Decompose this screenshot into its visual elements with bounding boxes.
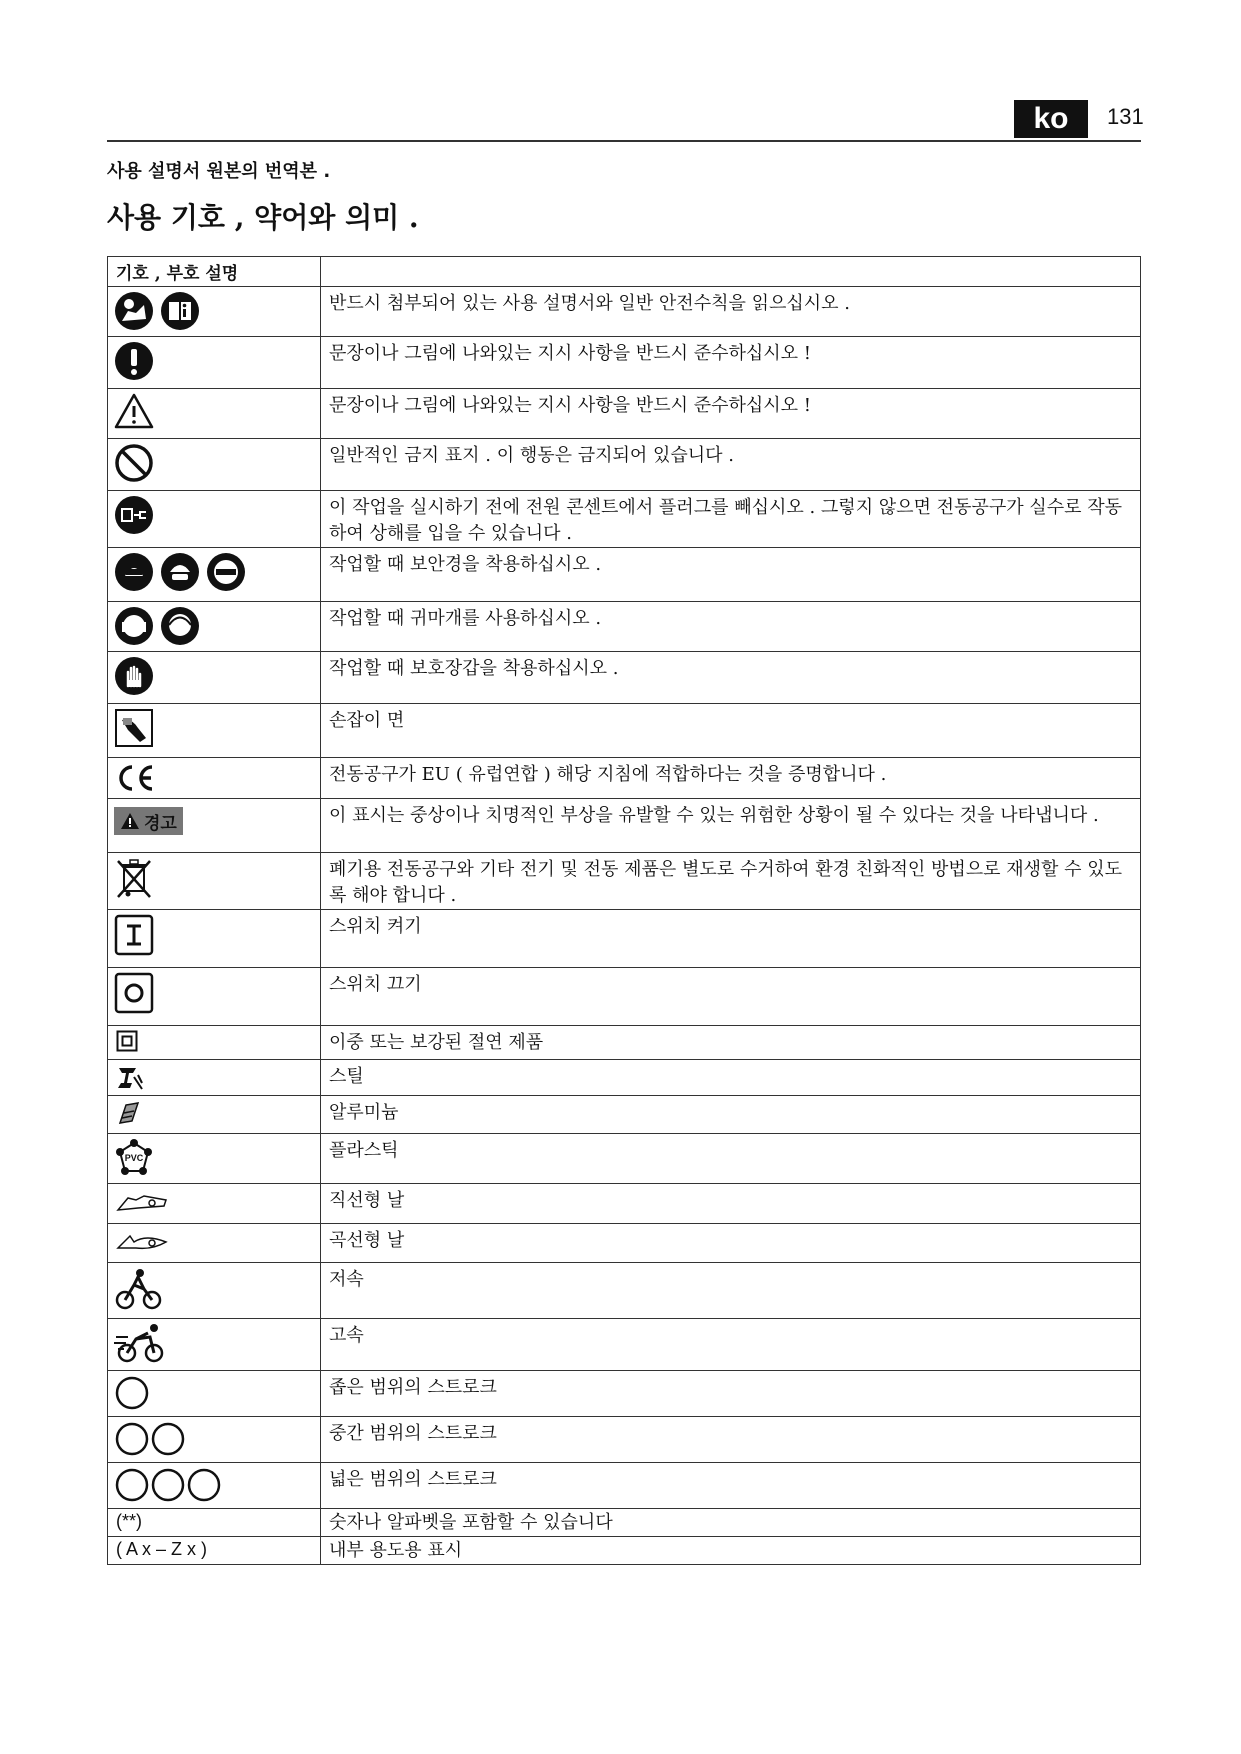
switch-off-icon <box>114 972 154 1014</box>
warning-label-text: 경고 <box>144 813 177 834</box>
row-description: 폐기용 전동공구와 기타 전기 및 전동 제품은 별도로 수거하여 환경 친화적인 방법으로 재생할 수 있도록 해야 합니다 . <box>321 853 1141 910</box>
ear-protection-icon <box>114 606 154 646</box>
table-row <box>108 968 1141 1026</box>
handle-surface-icon <box>114 708 154 748</box>
row-description: 고속 <box>321 1319 1141 1371</box>
row-description: 작업할 때 귀마개를 사용하십시오 . <box>321 602 1141 652</box>
face-shield-icon <box>114 552 154 592</box>
table-row <box>108 439 1141 491</box>
row-description: 문장이나 그림에 나와있는 지시 사항을 반드시 준수하십시오 ! <box>321 337 1141 389</box>
table-row <box>108 602 1141 652</box>
table-row <box>108 1263 1141 1319</box>
plastic-pvc-icon <box>114 1138 154 1178</box>
row-description: 이 작업을 실시하기 전에 전원 콘센트에서 플러그를 빼십시오 . 그렇지 않으면 전동공구가 실수로 작동하여 상해를 입을 수 있습니다 . <box>321 491 1141 548</box>
table-row <box>108 1509 1141 1537</box>
symbols-table <box>107 256 1141 1565</box>
column-header-empty <box>321 257 1141 287</box>
table-row <box>108 1417 1141 1463</box>
document-subtitle: 사용 설명서 원본의 번역본 . <box>107 161 331 182</box>
table-row <box>108 1319 1141 1371</box>
table-row <box>108 1371 1141 1417</box>
warning-triangle-icon <box>114 393 154 429</box>
row-description: 이중 또는 보강된 절연 제품 <box>321 1026 1141 1060</box>
switch-on-icon <box>114 914 154 956</box>
table-row <box>108 1537 1141 1565</box>
gloves-icon <box>114 656 154 696</box>
row-description: 이 표시는 중상이나 치명적인 부상을 유발할 수 있는 위험한 상황이 될 수 있다는 것을 나타냅니다 . <box>321 799 1141 853</box>
column-header-symbol: 기호 , 부호 설명 <box>108 257 321 287</box>
table-row <box>108 548 1141 602</box>
table-row <box>108 1096 1141 1134</box>
table-row <box>108 758 1141 799</box>
row-description: 스위치 켜기 <box>321 910 1141 968</box>
row-description: 스위치 끄기 <box>321 968 1141 1026</box>
row-description: 손잡이 면 <box>321 704 1141 758</box>
info-manual-icon <box>160 291 200 331</box>
table-row <box>108 910 1141 968</box>
row-description: 넓은 범위의 스트로크 <box>321 1463 1141 1509</box>
curved-blade-icon <box>116 1230 168 1256</box>
table-row <box>108 1060 1141 1096</box>
read-manual-icon <box>114 291 154 331</box>
row-description: 작업할 때 보안경을 착용하십시오 . <box>321 548 1141 602</box>
row-description: 전동공구가 EU ( 유럽연합 ) 해당 지침에 적합하다는 것을 증명합니다 . <box>321 758 1141 799</box>
steel-icon <box>116 1063 144 1091</box>
table-header-row <box>108 257 1141 287</box>
symbol-code: ( A x – Z x ) <box>116 1539 208 1559</box>
page-header <box>107 100 1144 142</box>
page-title: 사용 기호 , 약어와 의미 . <box>107 201 419 234</box>
table-row <box>108 1463 1141 1509</box>
table-row <box>108 704 1141 758</box>
warning-triangle-small-icon <box>120 812 140 830</box>
high-speed-icon <box>114 1323 168 1365</box>
row-description: 직선형 날 <box>321 1184 1141 1224</box>
table-row <box>108 1224 1141 1263</box>
row-description: 내부 용도용 표시 <box>321 1537 1141 1565</box>
table-row <box>108 1184 1141 1224</box>
ce-mark-icon <box>114 762 158 794</box>
row-description: 숫자나 알파벳을 포함할 수 있습니다 <box>321 1509 1141 1537</box>
table-row <box>108 491 1141 548</box>
table-row <box>108 853 1141 910</box>
row-description: 일반적인 금지 표지 . 이 행동은 금지되어 있습니다 . <box>321 439 1141 491</box>
row-description: 스틸 <box>321 1060 1141 1096</box>
safety-goggles-icon <box>206 552 246 592</box>
prohibition-icon <box>114 443 154 483</box>
pvc-label: PVC <box>124 1153 144 1163</box>
page-number: 131 <box>1107 104 1144 129</box>
row-description: 작업할 때 보호장갑을 착용하십시오 . <box>321 652 1141 704</box>
symbol-code: (**) <box>116 1511 142 1531</box>
aluminium-icon <box>116 1099 144 1127</box>
ear-muffs-icon <box>160 606 200 646</box>
medium-stroke-icon <box>114 1421 186 1457</box>
table-row <box>108 652 1141 704</box>
straight-blade-icon <box>116 1190 168 1216</box>
narrow-stroke-icon <box>114 1375 150 1411</box>
row-description: 플라스틱 <box>321 1134 1141 1184</box>
table-row <box>108 1026 1141 1060</box>
weee-bin-icon <box>114 857 154 901</box>
table-row <box>108 287 1141 337</box>
table-row <box>108 799 1141 853</box>
row-description: 문장이나 그림에 나와있는 지시 사항을 반드시 준수하십시오 ! <box>321 389 1141 439</box>
row-description: 알루미늄 <box>321 1096 1141 1134</box>
safety-helmet-icon <box>160 552 200 592</box>
unplug-icon <box>114 495 154 535</box>
row-description: 중간 범위의 스트로크 <box>321 1417 1141 1463</box>
language-badge: ko <box>1014 100 1088 138</box>
row-description: 좁은 범위의 스트로크 <box>321 1371 1141 1417</box>
double-insulation-icon <box>116 1030 138 1052</box>
mandatory-action-icon <box>114 341 154 381</box>
row-description: 반드시 첨부되어 있는 사용 설명서와 일반 안전수칙을 읽으십시오 . <box>321 287 1141 337</box>
table-row <box>108 389 1141 439</box>
warning-label-icon <box>114 807 183 835</box>
row-description: 저속 <box>321 1263 1141 1319</box>
row-description: 곡선형 날 <box>321 1224 1141 1263</box>
table-row <box>108 1134 1141 1184</box>
wide-stroke-icon <box>114 1467 222 1503</box>
table-row <box>108 337 1141 389</box>
low-speed-icon <box>114 1267 164 1311</box>
